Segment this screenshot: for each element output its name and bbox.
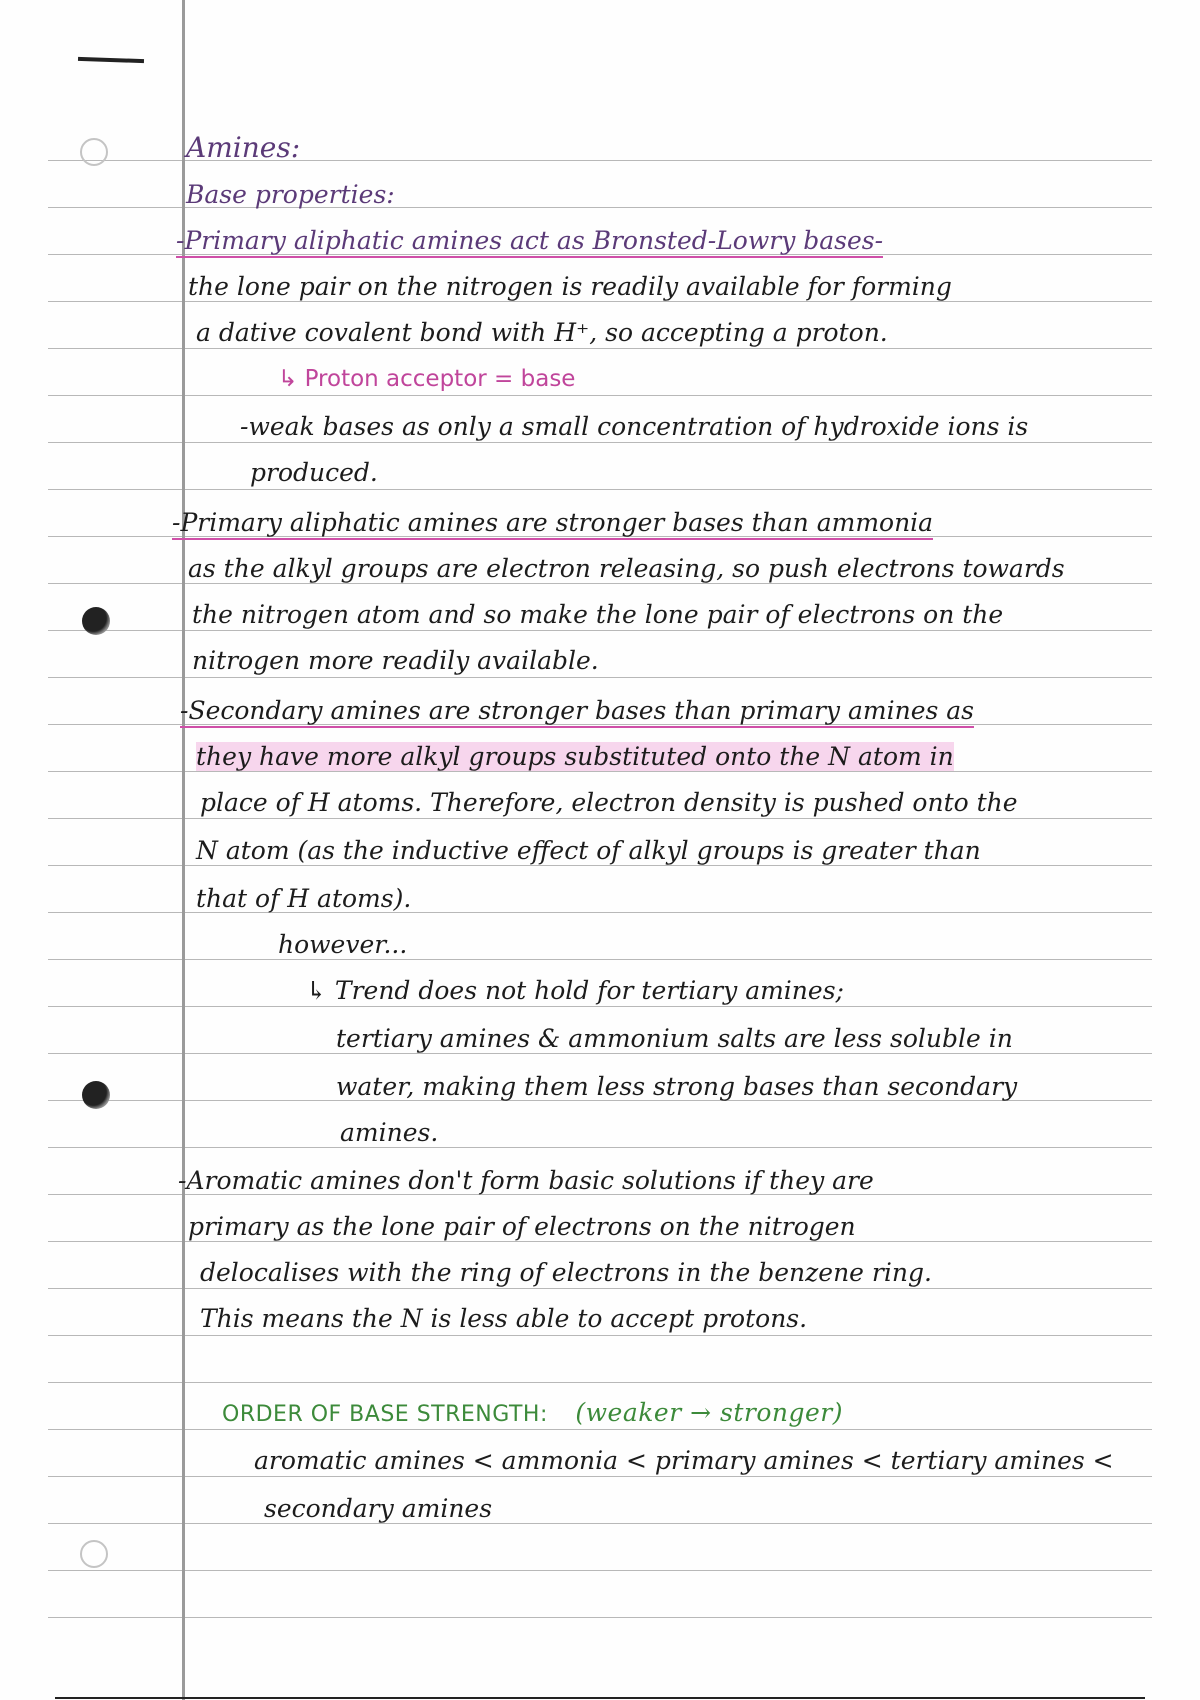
note-line-13: place of H atoms. Therefore, electron density is pushed onto the bbox=[200, 788, 1018, 817]
note-line-19: water, making them less strong bases than secondary bbox=[336, 1072, 1018, 1101]
order-line-2: secondary amines bbox=[264, 1494, 493, 1523]
note-line-14: N atom (as the inductive effect of alkyl groups is greater than bbox=[196, 836, 981, 865]
binder-hole-middle bbox=[82, 607, 110, 635]
binder-hole-bottom bbox=[80, 1540, 108, 1568]
binder-hole-top bbox=[80, 138, 108, 166]
note-line-21: -Aromatic amines don't form basic solutions if they are bbox=[178, 1166, 874, 1195]
ruled-line bbox=[48, 489, 1152, 490]
pen-dash-mark bbox=[78, 57, 144, 63]
ruled-line bbox=[48, 1288, 1152, 1289]
ruled-line bbox=[48, 677, 1152, 678]
note-line-5: -weak bases as only a small concentration of hydroxide ions is bbox=[240, 412, 1029, 441]
ruled-line bbox=[48, 1006, 1152, 1007]
ruled-line bbox=[48, 1147, 1152, 1148]
note-line-10: nitrogen more readily available. bbox=[192, 646, 599, 675]
order-direction-note: (weaker → stronger) bbox=[575, 1398, 843, 1427]
binder-hole-lower bbox=[82, 1081, 110, 1109]
note-line-11: -Secondary amines are stronger bases than primary amines as bbox=[180, 696, 974, 726]
note-line-6: produced. bbox=[250, 458, 378, 487]
note-line-17: ↳ Trend does not hold for tertiary amines; bbox=[306, 976, 844, 1005]
ruled-line bbox=[48, 959, 1152, 960]
ruled-line bbox=[48, 1523, 1152, 1524]
ruled-line bbox=[48, 395, 1152, 396]
note-line-12: they have more alkyl groups substituted onto the N atom in bbox=[196, 742, 954, 771]
note-line-20: amines. bbox=[340, 1118, 439, 1147]
note-line-22: primary as the lone pair of electrons on the nitrogen bbox=[188, 1212, 856, 1241]
page-title: Amines: bbox=[186, 131, 301, 164]
ruled-line bbox=[48, 1335, 1152, 1336]
ruled-line bbox=[48, 1382, 1152, 1383]
note-line-4: ↳ Proton acceptor = base bbox=[278, 366, 576, 392]
note-line-1: -Primary aliphatic amines act as Bronsted-Lowry bases- bbox=[176, 226, 883, 256]
ruled-line bbox=[48, 1476, 1152, 1477]
order-line-1: aromatic amines < ammonia < primary amines < tertiary amines < bbox=[254, 1446, 1114, 1475]
note-line-16: however... bbox=[278, 930, 408, 959]
section-subtitle: Base properties: bbox=[186, 180, 395, 209]
note-line-3: a dative covalent bond with H⁺, so accepting a proton. bbox=[196, 318, 888, 347]
note-line-24: This means the N is less able to accept protons. bbox=[200, 1304, 808, 1333]
page-bottom-edge bbox=[55, 1697, 1145, 1699]
note-line-9: the nitrogen atom and so make the lone pair of electrons on the bbox=[192, 600, 1004, 629]
ruled-line bbox=[48, 1570, 1152, 1571]
note-line-8: as the alkyl groups are electron releasing, so push electrons towards bbox=[188, 554, 1065, 583]
ruled-line bbox=[48, 630, 1152, 631]
ruled-line bbox=[48, 1617, 1152, 1618]
ruled-line bbox=[48, 348, 1152, 349]
note-line-2: the lone pair on the nitrogen is readily available for forming bbox=[188, 272, 952, 301]
ruled-line bbox=[48, 442, 1152, 443]
ruled-line bbox=[48, 818, 1152, 819]
note-line-7: -Primary aliphatic amines are stronger bases than ammonia bbox=[172, 508, 933, 538]
note-line-18: tertiary amines & ammonium salts are less soluble in bbox=[336, 1024, 1013, 1053]
note-line-15: that of H atoms). bbox=[196, 884, 412, 913]
order-heading: ORDER OF BASE STRENGTH: (weaker → stronger) bbox=[222, 1398, 843, 1427]
note-line-23: delocalises with the ring of electrons in the benzene ring. bbox=[200, 1258, 932, 1287]
